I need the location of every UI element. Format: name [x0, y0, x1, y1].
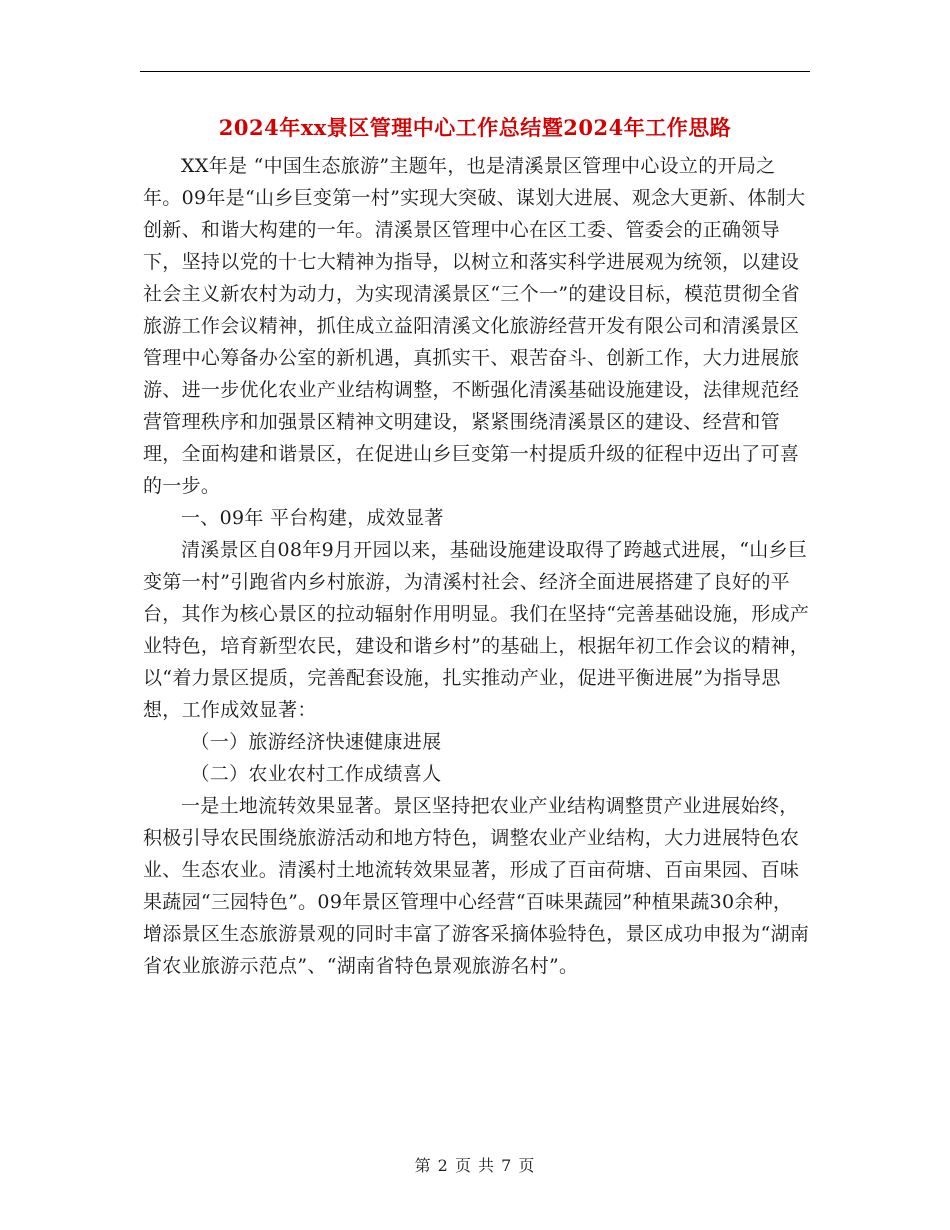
subheading-1: （一）旅游经济快速健康进展 [190, 731, 442, 753]
section-1-paragraph: 清溪景区自08年9月开园以来，基础设施建设取得了跨越式进展，“山乡巨变第一村”引跑省内乡村旅游，为清溪村社会、经济全面进展搭建了良好的平台，其作为核心景区的拉动辐射作用明显。我们在坚持“完善基础设施，形成产业特色，培育新型农民，建设和谐乡村”的基础上，根据年初工作会议的精神，以“着力景区提质，完善配套设施，扎实推动产业，促进平衡进展”为指导思想，工作成效显著： [143, 539, 810, 721]
intro-paragraph: XX年是 “中国生态旅游”主题年，也是清溪景区管理中心设立的开局之年。09年是“山乡巨变第一村”实现大突破、谋划大进展、观念大更新、体制大创新、和谐大构建的一年。清溪景区管理中心在区工委、管委会的正确领导下，坚持以党的十七大精神为指导，以树立和落实科学进展观为统领，以建设社会主义新农村为动力，为实现清溪景区“三个一”的建设目标，模范贯彻全省旅游工作会议精神，抓住成立益阳清溪文化旅游经营开发有限公司和清溪景区管理中心筹备办公室的新机遇，真抓实干、艰苦奋斗、创新工作，大力进展旅游、进一步优化农业产业结构调整，不断强化清溪基础设施建设，法律规范经营管理秩序和加强景区精神文明建设，紧紧围绕清溪景区的建设、经营和管理，全面构建和谐景区，在促进山乡巨变第一村提质升级的征程中迈出了可喜的一步。 [143, 155, 806, 497]
document-body [143, 150, 811, 982]
section-heading-1: 一、09年 平台构建，成效显著 [181, 507, 444, 529]
subsection-2-paragraph: 一是土地流转效果显著。景区坚持把农业产业结构调整贯产业进展始终，积极引导农民围绕旅游活动和地方特色，调整农业产业结构，大力进展特色农业、生态农业。清溪村土地流转效果显著，形成了百亩荷塘、百亩果园、百味果蔬园“三园特色”。09年景区管理中心经营“百味果蔬园”种植果蔬30余种，增添景区生态旅游景观的同时丰富了游客采摘体验特色，景区成功申报为“湖南省农业旅游示范点”、“湖南省特色景观旅游名村”。 [143, 795, 810, 977]
header-rule [140, 71, 810, 72]
page-footer: 第 2 页 共 7 页 [414, 1156, 536, 1175]
document-title: 2024年xx景区管理中心工作总结暨2024年工作思路 [218, 115, 732, 140]
subheading-2: （二）农业农村工作成绩喜人 [190, 763, 442, 785]
